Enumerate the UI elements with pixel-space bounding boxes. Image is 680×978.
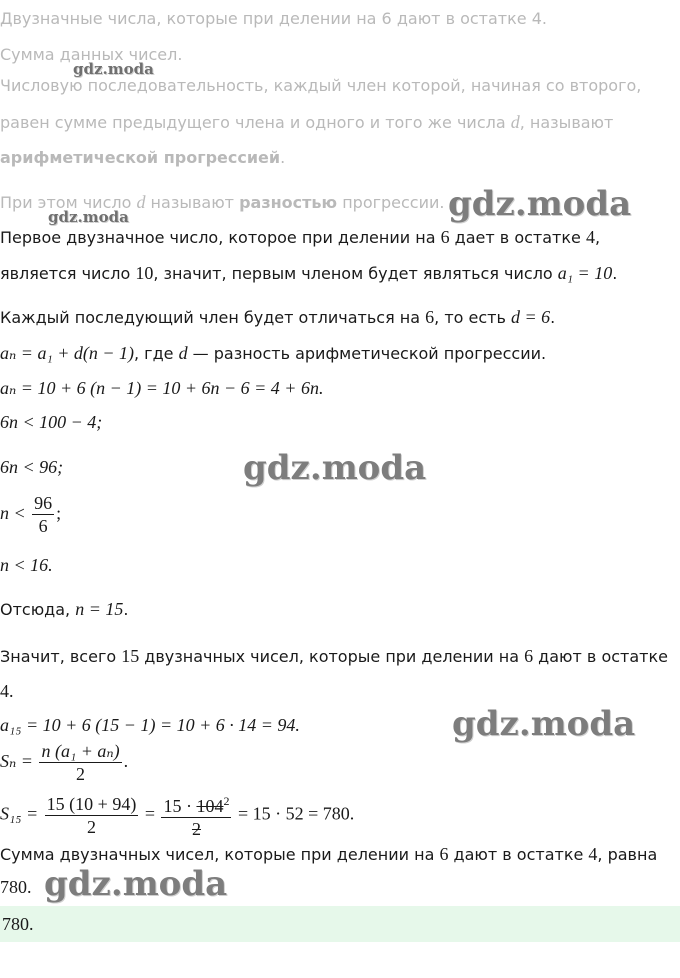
answer-box bbox=[0, 906, 680, 942]
definition-line-3: арифметической прогрессией. bbox=[0, 148, 286, 167]
formula-sum: Sₙ = $\frac{\text{n (a₁ + aₙ)}}{2}$ . bbox=[0, 741, 129, 784]
fraction-s15-1: $\frac{15 (10 + 94)}{2}$ bbox=[46, 793, 137, 837]
solution-line-3: Каждый последующий член будет отличаться на 6, то есть d = 6. bbox=[0, 307, 556, 327]
watermark-large-2: gdz.moda bbox=[243, 448, 427, 488]
definition-line-4: При этом число d называют разностью прогрессии. bbox=[0, 192, 445, 212]
watermark-small-1: gdz.moda bbox=[73, 60, 154, 78]
inequality-4: n < 16. bbox=[0, 555, 53, 575]
watermark-small-2: gdz.moda bbox=[48, 208, 129, 226]
inequality-1: 6n < 100 − 4; bbox=[0, 412, 103, 432]
answer-value: 780. bbox=[2, 914, 34, 934]
definition-line-1: Числовую последовательность, каждый член которой, начиная со второго, bbox=[0, 76, 642, 95]
watermark-large-3: gdz.moda bbox=[452, 704, 636, 744]
solution-conclusion-value: 780. bbox=[0, 877, 32, 897]
watermark-large-4: gdz.moda bbox=[44, 864, 228, 904]
watermark-large-1: gdz.moda bbox=[448, 184, 632, 224]
task-line-1: Двузначные числа, которые при делении на 6 дают в остатке 4. bbox=[0, 9, 547, 28]
fraction-s15-2: $\frac{15 \cdot 104^2}{2}$ bbox=[161, 790, 231, 840]
definition-line-2: равен сумме предыдущего члена и одного и того же числа d, называют bbox=[0, 112, 614, 132]
fraction-sum-formula: $\frac{\text{n (a₁ + aₙ)}}{2}$ bbox=[41, 741, 120, 784]
inequality-3: n < $\frac{96}{6}$ ; bbox=[0, 493, 62, 536]
solution-line-1: Первое двузначное число, которое при делении на 6 дает в остатке 4, bbox=[0, 227, 601, 247]
inequality-2: 6n < 96; bbox=[0, 457, 64, 477]
fraction-96-6: $\frac{96}{6}$ bbox=[34, 493, 53, 536]
solution-line-2: является число 10, значит, первым членом будет являться число a₁ = 10. bbox=[0, 263, 618, 283]
formula-general-term: aₙ = a₁ + d(n − 1), где d — разность арифметической прогрессии. bbox=[0, 343, 547, 363]
solution-line-n15: Отсюда, n = 15. bbox=[0, 599, 129, 619]
formula-s15: S₁₅ = $\frac{15 (10 + 94)}{2}$ = $\frac{15 \cdot 104^2}{2}$ = 15 · 52 = 780. bbox=[0, 790, 354, 840]
formula-a15: a₁₅ = 10 + 6 (15 − 1) = 10 + 6 · 14 = 94. bbox=[0, 715, 300, 735]
formula-nth-term: aₙ = 10 + 6 (n − 1) = 10 + 6n − 6 = 4 + 6n. bbox=[0, 378, 324, 398]
solution-line-count: Значит, всего 15 двузначных чисел, которые при делении на 6 дают в остатке bbox=[0, 646, 668, 666]
task-line-2: Сумма данных чисел. bbox=[0, 45, 183, 64]
solution-conclusion: Сумма двузначных чисел, которые при делении на 6 дают в остатке 4, равна bbox=[0, 844, 658, 864]
solution-line-count-end: 4. bbox=[0, 681, 14, 701]
